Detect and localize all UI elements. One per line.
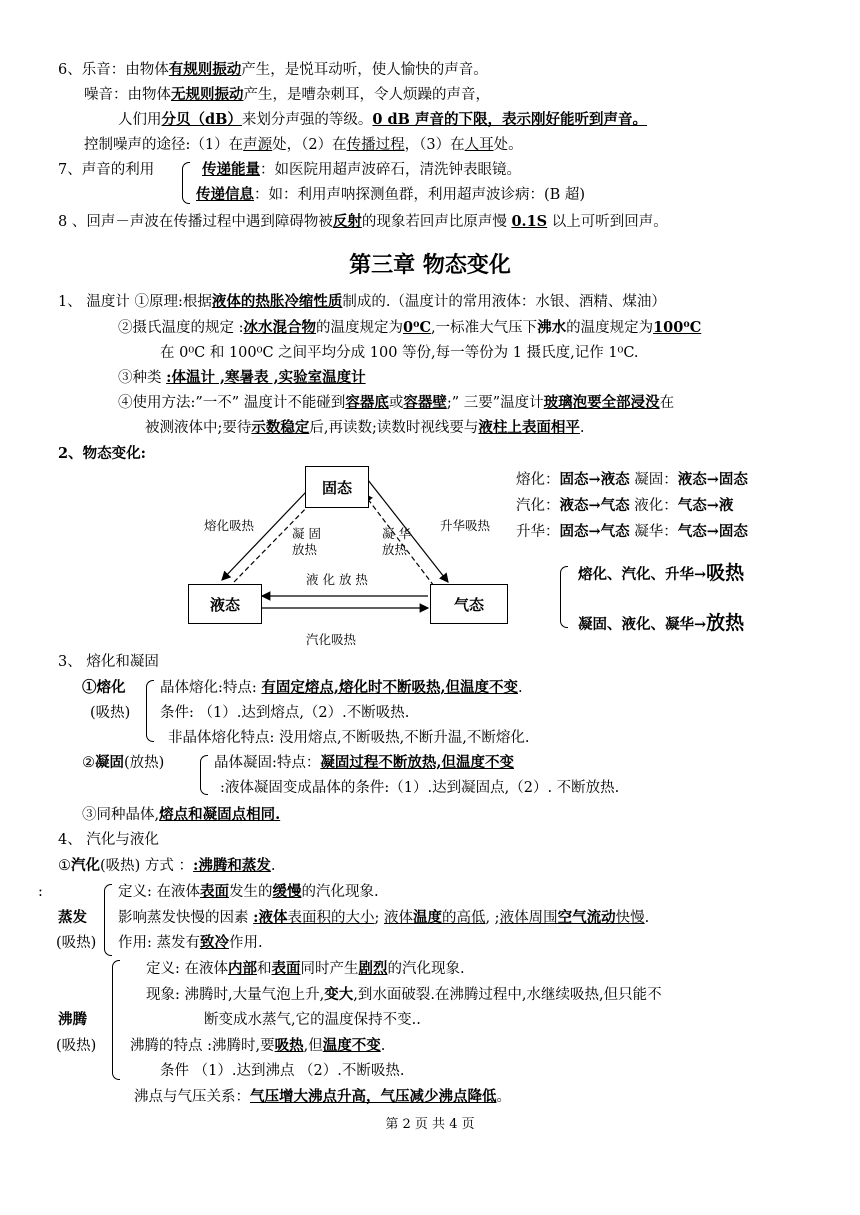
crystal-freezing: 晶体凝固:特点：凝固过程不断放热,但温度不变 — [214, 754, 514, 771]
freezing-release-label: 放热 — [292, 542, 318, 557]
noise-line: 噪音：由物体无规则振动产生，是嘈杂刺耳，令人烦躁的声音， — [84, 86, 490, 103]
solid-box: 固态 — [305, 466, 369, 508]
brace — [146, 680, 154, 742]
deposition-release-label: 放热 — [382, 542, 408, 557]
crystal-melting: 晶体熔化:特点: 有固定熔点,熔化时不断吸热,但温度不变. — [160, 679, 523, 696]
freezing-label-main: ②凝固(放热) — [82, 754, 165, 771]
decibel-line: 人们用分贝（dB）来划分声强的等级。0 dB 声音的下限，表示刚好能听到声音。 — [118, 111, 647, 128]
melting-conditions: 条件: （1）.达到熔点,（2）.不断吸热. — [160, 705, 410, 721]
release-summary: 凝固、液化、凝华→放热 — [578, 612, 745, 634]
absorb-summary: 熔化、汽化、升华→吸热 — [578, 562, 745, 584]
evap-factors: 影响蒸发快慢的因素 :液体表面积的大小; 液体温度的高低, ;液体周围空气流动快慢. — [118, 909, 650, 926]
boiling-label: 沸腾 — [58, 1011, 87, 1028]
boil-phenomenon-cont: 断变成水蒸气,它的温度保持不变.. — [204, 1012, 421, 1028]
rule-vap-liq: 汽化：液态→气态 液化：气态→液 — [516, 497, 734, 514]
boil-phenomenon: 现象: 沸腾时,大量气泡上升,变大,到水面破裂.在沸腾过程中,水继续吸热,但只能不 — [146, 986, 662, 1003]
vap-heading: 4、 汽化与液化 — [58, 832, 159, 848]
boil-conditions: 条件 （1）.达到沸点 （2）.不断吸热. — [160, 1063, 405, 1079]
freezing-label: 凝 固 — [292, 526, 321, 541]
echo-line: 8 、回声－声波在传播过程中遇到障碍物被反射的现象若回声比原声慢 0.1S 以上可听到回声。 — [58, 213, 668, 230]
brace — [112, 960, 120, 1080]
vap-methods: ①汽化(吸热) 方式 ：:沸腾和蒸发. — [58, 857, 276, 874]
boiling-absorb-label: (吸热) — [56, 1038, 97, 1054]
evap-definition: 定义: 在液体表面发生的缓慢的汽化现象. — [118, 883, 379, 900]
freezing-conditions: :液体凝固变成晶体的条件:（1）.达到凝固点,（2）. 不断放热. — [220, 780, 620, 796]
gas-box: 气态 — [430, 584, 508, 624]
state-change-heading: 2、物态变化: — [58, 445, 146, 462]
sound-use-info: 传递信息：如：利用声呐探测鱼群，利用超声波诊病：(B 超) — [196, 186, 586, 203]
evaporation-absorb-label: (吸热) — [56, 935, 97, 951]
rule-sub-dep: 升华：固态→气态 凝华：气态→固态 — [516, 523, 748, 540]
boil-definition: 定义: 在液体内部和表面同时产生剧烈的汽化现象. — [146, 960, 465, 977]
thermo-types: ③种类 :体温计 ,寒暑表 ,实验室温度计 — [118, 369, 366, 386]
thermo-division: 在 0⁰C 和 100⁰C 之间平均分成 100 等份,每一等份为 1 摄氏度,记作 1⁰C. — [160, 345, 639, 361]
condensation-label: 液 化 放 热 — [306, 572, 368, 587]
sound-use-label: 7、声音的利用 — [58, 162, 155, 178]
thermo-usage-cont: 被测液体中;要待示数稳定后,再读数;读数时视线要与液柱上表面相平. — [145, 419, 585, 436]
evaporation-label: 蒸发 — [58, 909, 87, 926]
vaporization-label: 汽化吸热 — [306, 632, 357, 647]
brace — [560, 566, 568, 628]
liquid-box: 液态 — [188, 584, 262, 624]
chapter-title: 第三章 物态变化 — [349, 253, 511, 278]
evap-effect: 作用: 蒸发有致冷作用. — [118, 934, 263, 951]
boil-features: 沸腾的特点 :沸腾时,要吸热,但温度不变. — [130, 1037, 386, 1054]
amorphous-melting: 非晶体熔化特点: 没用熔点,不断吸热,不断升温,不断熔化. — [168, 730, 530, 746]
sublimation-label: 升华吸热 — [440, 518, 491, 533]
deposition-label: 凝 华 — [382, 526, 411, 541]
thermo-usage: ④使用方法:”一不” 温度计不能碰到容器底或容器壁;” 三要”温度计玻璃泡要全部浸没在 — [118, 394, 675, 411]
melting-label: 熔化吸热 — [204, 518, 255, 533]
page-footer: 第 2 页 共 4 页 — [385, 1117, 475, 1132]
music-line: 6、乐音：由物体有规则振动产生，是悦耳动听，使人愉快的声音。 — [58, 61, 488, 78]
stray-colon: : — [38, 884, 43, 900]
boil-pressure: 沸点与气压关系：气压增大沸点升高，气压减少沸点降低。 — [134, 1088, 511, 1105]
rule-melt-freeze: 熔化：固态→液态 凝固：液态→固态 — [516, 471, 748, 488]
melting-label-main: ①熔化 — [82, 679, 126, 696]
melting-heading: 3、 熔化和凝固 — [58, 654, 159, 670]
brace — [104, 884, 112, 956]
thermo-principle: 1、 温度计 ①原理:根据液体的热胀冷缩性质制成的.（温度计的常用液体：水银、酒精、煤油） — [58, 293, 666, 310]
thermo-celsius: ②摄氏温度的规定 :冰水混合物的温度规定为0⁰C,一标准大气压下沸水的温度规定为100⁰C — [118, 319, 702, 336]
same-crystal-line: ③同种晶体,熔点和凝固点相同. — [82, 806, 281, 823]
noise-control-line: 控制噪声的途径:（1）在声源处，（2）在传播过程，（3）在人耳处。 — [84, 137, 523, 153]
brace — [200, 755, 208, 795]
melting-absorb-label: (吸热) — [90, 705, 131, 721]
sound-use-energy: 传递能量：如医院用超声波碎石，清洗钟表眼镜。 — [202, 161, 521, 178]
